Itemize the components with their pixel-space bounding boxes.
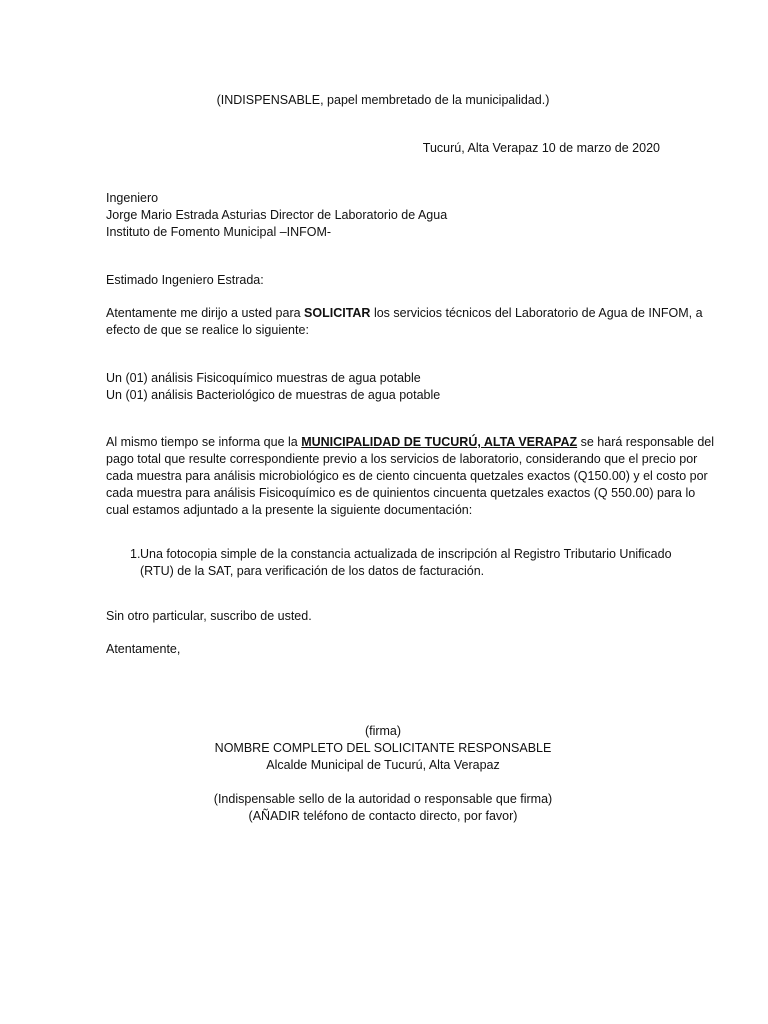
recipient-name: Jorge Mario Estrada Asturias Director de Laboratorio de Agua	[106, 208, 448, 222]
letterhead-note	[106, 92, 660, 109]
paragraph-request-line-2: efecto de que se realice lo siguiente:	[106, 323, 309, 337]
list-item-line-2: (RTU) de la SAT, para verificación de los datos de facturación.	[140, 564, 485, 578]
signature-spacer	[106, 774, 660, 791]
analysis-item: Un (01) análisis Fisicoquímico muestras de agua potable	[106, 371, 421, 385]
signature-block	[106, 723, 660, 825]
signer-title: Alcalde Municipal de Tucurú, Alta Verapaz	[266, 758, 500, 772]
place-date-text: Tucurú, Alta Verapaz 10 de marzo de 2020	[422, 141, 660, 155]
paragraph-payment-line-3: cada muestra para análisis microbiológico es de ciento cincuenta quetzales exactos (Q150.00) y el costo por	[106, 469, 708, 483]
paragraph-request-line-1	[106, 305, 703, 322]
seal-note: (Indispensable sello de la autoridad o responsable que firma)	[213, 792, 553, 806]
analysis-list	[106, 370, 660, 404]
signature-firma: (firma)	[364, 724, 402, 738]
closing	[106, 608, 660, 625]
paragraph-payment-line-2: pago total que resulte correspondiente previo a los servicios de laboratorio, considerando que el precio por	[106, 452, 698, 466]
recipient-block	[106, 190, 660, 241]
farewell	[106, 641, 660, 658]
salutation	[106, 272, 660, 289]
analysis-item: Un (01) análisis Bacteriológico de muestras de agua potable	[106, 388, 441, 402]
paragraph-payment-post: se hará responsable del	[577, 435, 715, 449]
letterhead-note-text: (INDISPENSABLE, papel membretado de la municipalidad.)	[216, 93, 550, 107]
farewell-text: Atentamente,	[106, 642, 181, 656]
list-item-line-1: Una fotocopia simple de la constancia actualizada de inscripción al Registro Tributario Unificado	[140, 547, 672, 561]
closing-text: Sin otro particular, suscribo de usted.	[106, 609, 312, 623]
request-keyword: SOLICITAR	[304, 306, 371, 320]
place-date	[106, 140, 660, 157]
paragraph-request	[106, 305, 703, 339]
paragraph-payment-pre: Al mismo tiempo se informa que la	[106, 435, 302, 449]
paragraph-payment-line-1	[106, 434, 715, 451]
signer-name: NOMBRE COMPLETO DEL SOLICITANTE RESPONSABLE	[214, 741, 552, 755]
list-item-number: 1.	[130, 547, 141, 561]
salutation-text: Estimado Ingeniero Estrada:	[106, 273, 264, 287]
recipient-title: Ingeniero	[106, 191, 159, 205]
paragraph-request-pre: Atentamente me dirijo a usted para	[106, 306, 305, 320]
paragraph-request-post: los servicios técnicos del Laboratorio de Agua de INFOM, a	[370, 306, 703, 320]
municipality-name: MUNICIPALIDAD DE TUCURÚ, ALTA VERAPAZ	[301, 435, 578, 449]
paragraph-payment	[106, 434, 715, 519]
recipient-institution: Instituto de Fomento Municipal –INFOM-	[106, 225, 332, 239]
list-item	[140, 546, 672, 580]
phone-note: (AÑADIR teléfono de contacto directo, por favor)	[248, 809, 518, 823]
paragraph-payment-line-4: cada muestra para análisis Fisicoquímico es de quinientos cincuenta quetzales exactos (Q 550.00) para lo	[106, 486, 696, 500]
paragraph-payment-line-5: cual estamos adjuntado a la presente la siguiente documentación:	[106, 503, 473, 517]
document-list	[106, 546, 672, 582]
